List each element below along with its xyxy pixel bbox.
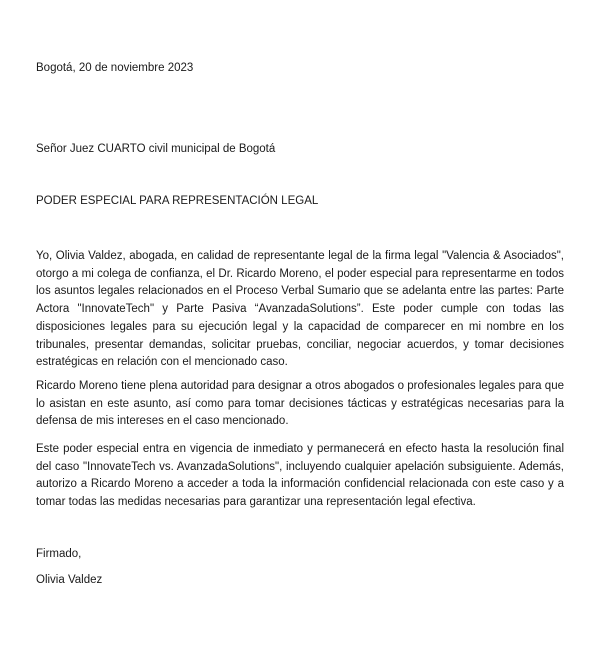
subject-heading: PODER ESPECIAL PARA REPRESENTACIÓN LEGAL [36, 195, 319, 207]
body-paragraph-1: Yo, Olivia Valdez, abogada, en calidad de representante legal de la firma legal "Valencia & Asociados", otorgo a mi colega de confianza, el Dr. Ricardo Moreno, el poder especial para representarme en todos los asuntos legales relacionados en el Proceso Verbal Sumario que se adelanta entre las partes: Parte Actora "InnovateTech" y Parte Pasiva “AvanzadaSolutions”. Este poder cumple con todas las disposiciones legales para su ejecución legal y la capacidad de comparecer en mi nombre en los tribunales, presentar demandas, solicitar pruebas, conciliar, negociar acuerdos, y tomar decisiones estratégicas en relación con el mencionado caso. [36, 250, 564, 369]
recipient-line: Señor Juez CUARTO civil municipal de Bogotá [36, 143, 276, 155]
date-line: Bogotá, 20 de noviembre 2023 [36, 62, 194, 74]
body-paragraph-2: Ricardo Moreno tiene plena autoridad para designar a otros abogados o profesionales legales para que lo asistan en este asunto, así como para tomar decisiones tácticas y estratégicas necesarias para la defensa de mis intereses en el caso mencionado. [36, 380, 564, 428]
body-paragraph-3: Este poder especial entra en vigencia de inmediato y permanecerá en efecto hasta la resolución final del caso "InnovateTech vs. AvanzadaSolutions", incluyendo cualquier apelación subsiguiente. Además, autorizo a Ricardo Moreno a acceder a toda la información confidencial relacionada con este caso y a tomar todas las medidas necesarias para garantizar una representación legal efectiva. [36, 443, 564, 509]
signature-label: Firmado, [36, 548, 82, 560]
signer-name: Olivia Valdez [36, 574, 103, 586]
